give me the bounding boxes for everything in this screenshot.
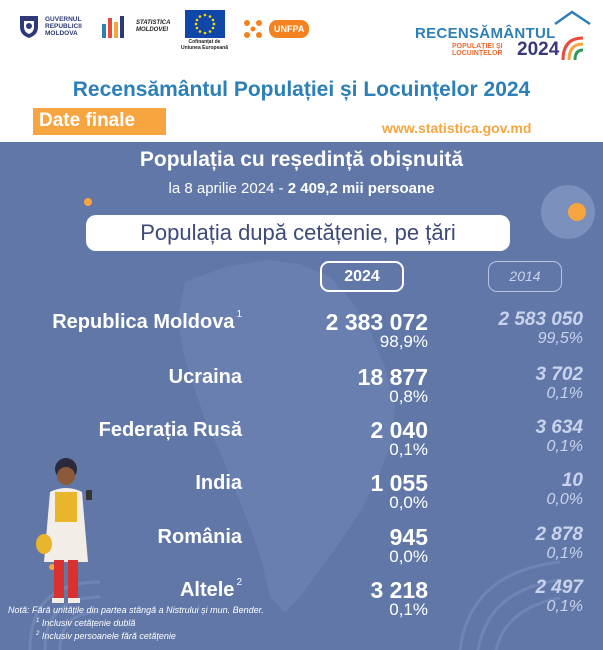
percent-2014: 0,1% — [546, 545, 583, 562]
value-2024: 2 383 072 — [325, 309, 428, 335]
date-prefix: la 8 aprilie 2024 - — [168, 180, 288, 197]
value-2024: 3 218 — [370, 577, 428, 603]
table-row — [0, 309, 603, 361]
value-2024: 1 055 — [370, 470, 428, 496]
total-population: 2 409,2 mii persoane — [287, 180, 435, 197]
percent-2014: 0,1% — [546, 598, 583, 615]
unfpa-text: UNFPA — [269, 20, 309, 38]
percent-2024: 0,1% — [389, 440, 428, 459]
value-2024: 18 877 — [357, 364, 428, 390]
section-heading: Populația după cetățenie, pe țări — [86, 215, 510, 251]
value-2014: 2 583 050 — [498, 309, 583, 330]
percent-2014: 99,5% — [537, 330, 583, 347]
table-row — [0, 364, 603, 416]
census-logo-word: RECENSĂMÂNTUL — [415, 25, 556, 42]
statistica-logo — [100, 14, 170, 40]
table-row — [0, 470, 603, 522]
value-2014: 10 — [561, 470, 583, 491]
footnote-mark: 1 — [236, 309, 242, 320]
column-header-2024: 2024 — [320, 261, 404, 292]
eu-flag-icon — [185, 10, 225, 38]
eu-logo-text: Cofinanțat de Uniunea Europeană — [181, 39, 228, 51]
table-row — [0, 417, 603, 469]
unfpa-logo — [240, 16, 309, 42]
country-name: Republica Moldova $^1$ — [52, 309, 242, 333]
population-date-line — [0, 180, 603, 197]
percent-2024: 0,0% — [389, 547, 428, 566]
percent-2024: 0,1% — [389, 600, 428, 619]
value-2014: 2 878 — [535, 524, 583, 545]
value-2014: 3 702 — [535, 364, 583, 385]
government-logo — [18, 13, 93, 39]
infographic-panel — [0, 142, 603, 650]
population-subtitle: Populația cu reședință obișnuită — [139, 148, 464, 171]
unfpa-people-icon — [240, 16, 266, 42]
statistica-text-top: STATISTICA — [136, 20, 171, 26]
percent-2024: 0,8% — [389, 387, 428, 406]
note-1-mark: 1 — [36, 618, 40, 624]
table-row — [0, 524, 603, 576]
value-2024: 2 040 — [370, 417, 428, 443]
value-2014: 3 634 — [535, 417, 583, 438]
value-2024: 945 — [389, 524, 428, 550]
country-name: Altele $^2$ — [179, 577, 242, 601]
percent-2024: 98,9% — [379, 332, 428, 351]
footnote-mark: 2 — [236, 577, 242, 588]
logo-bar — [0, 0, 603, 70]
census-logo-year: 2024 — [517, 39, 560, 60]
census-logo-sub: POPULAȚIEI ȘI LOCUINȚELOR — [452, 43, 503, 57]
government-logo-text: GUVERNUL REPUBLICII MOLDOVA — [45, 15, 82, 37]
title-band — [0, 70, 603, 142]
census-logo — [415, 10, 595, 65]
percent-2014: 0,1% — [546, 385, 583, 402]
column-header-2014: 2014 — [488, 261, 562, 292]
website-link[interactable]: www.statistica.gov.md — [382, 120, 532, 136]
percent-2024: 0,0% — [389, 493, 428, 512]
eu-logo — [181, 10, 228, 51]
country-name: Ucraina — [168, 366, 242, 388]
note-2-mark: 2 — [36, 631, 40, 637]
value-2014: 2 497 — [535, 577, 583, 598]
statistica-text-bottom: MOLDOVEI — [136, 27, 169, 33]
note-main: Notă: Fără unitățile din partea stângă a Nistrului și mun. Bender. — [8, 605, 264, 615]
moldova-coat-of-arms-icon — [18, 13, 40, 39]
statistica-bars-icon — [100, 14, 134, 40]
percent-2014: 0,1% — [546, 438, 583, 455]
country-name: Federația Rusă — [98, 419, 242, 441]
final-data-badge: Date finale — [33, 108, 166, 135]
country-name: India — [195, 472, 242, 494]
note-2: $^2$ Inclusiv persoanele fără cetățenie — [36, 631, 176, 641]
note-1: $^1$ Inclusiv cetățenie dublă — [36, 618, 136, 628]
footnotes — [8, 605, 368, 642]
page-title: Recensământul Populației și Locuințelor 2024 — [72, 78, 531, 101]
country-name: România — [157, 526, 242, 548]
percent-2014: 0,0% — [546, 491, 583, 508]
